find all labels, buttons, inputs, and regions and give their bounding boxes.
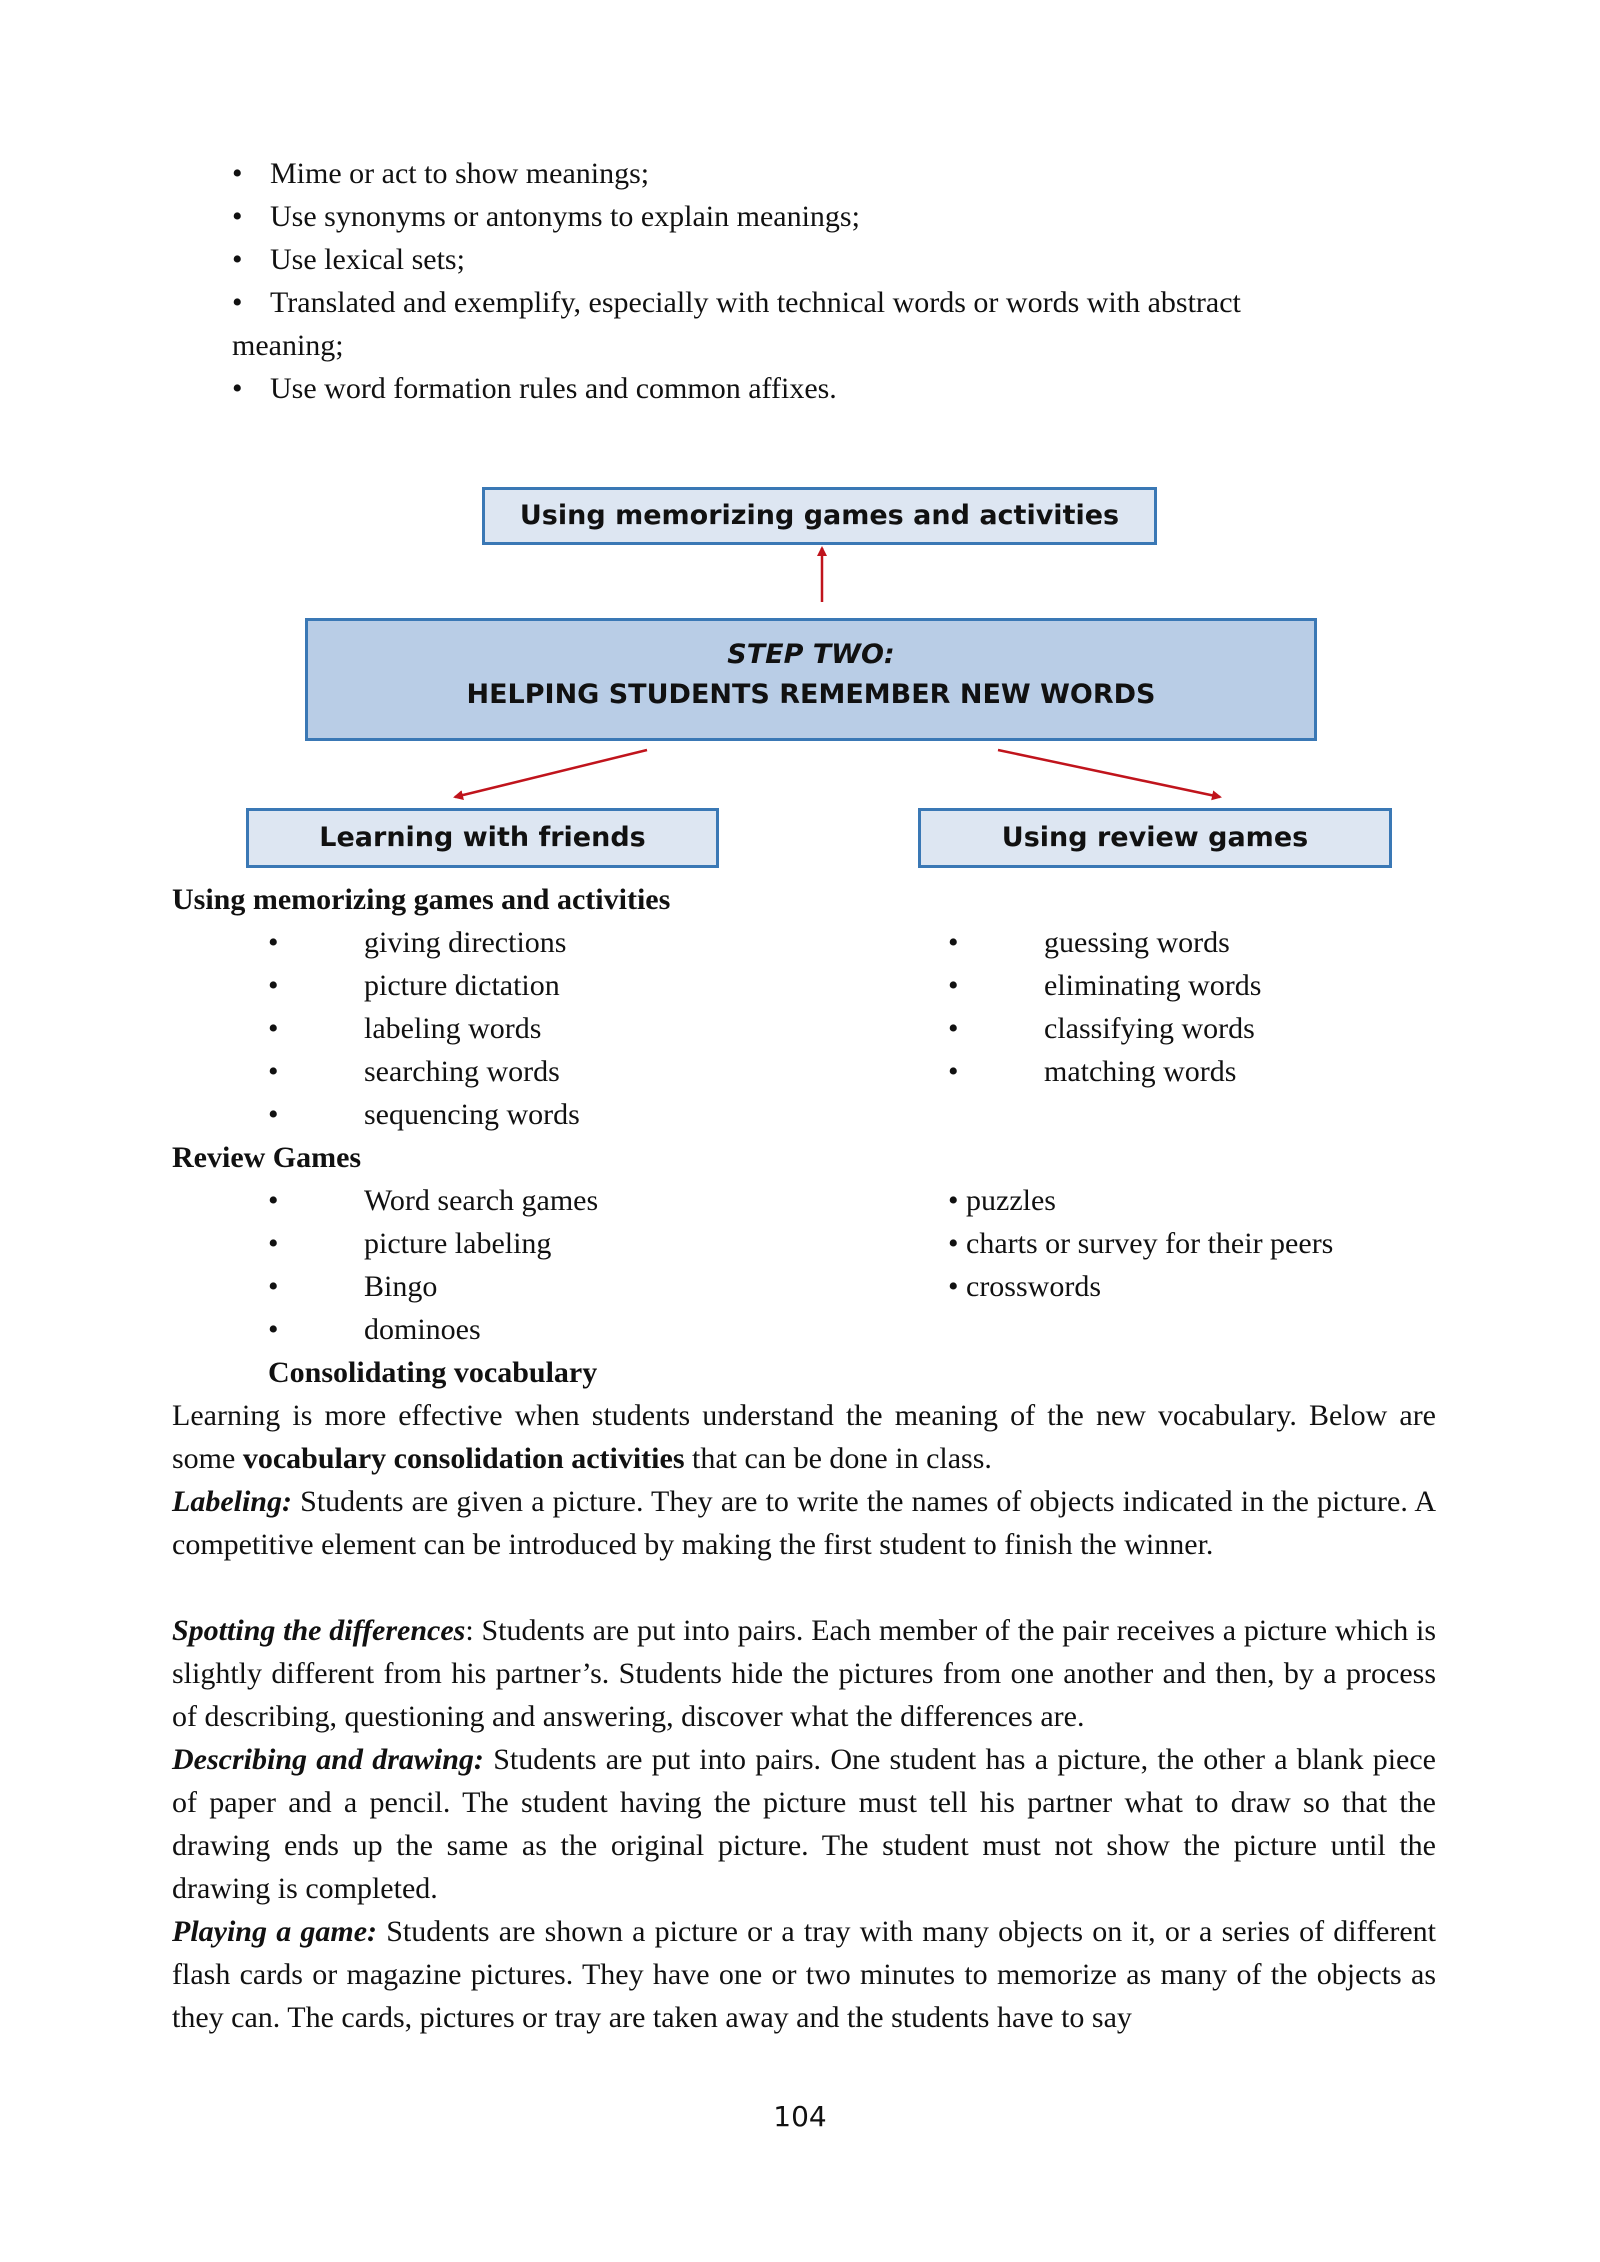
bullet-icon: • (268, 1184, 279, 1217)
playing-term: Playing a game: (172, 1915, 378, 1948)
review-heading: Review Games (172, 1141, 362, 1174)
bullet-icon: • (268, 926, 279, 959)
diagram-box-step-two (305, 618, 1317, 741)
step-title: STEP TWO: (727, 639, 895, 670)
list-item: • charts or survey for their peers (948, 1227, 1334, 1260)
describing-paragraph: Describing and drawing: Students are put into pairs. One student has a picture, the other a blank piece of paper and a pencil. The student having the picture must tell his partner what to draw so that the drawing ends up the same as the original picture. The student must not show the picture until the drawing is completed. (172, 1743, 1436, 1905)
describing-term: Describing and drawing: (172, 1743, 484, 1776)
list-item: • puzzles (948, 1184, 1056, 1217)
bullet-icon: • (232, 200, 243, 233)
bullet-icon: • (232, 157, 243, 190)
bullet-icon: • (268, 1055, 279, 1088)
bullet-icon: • (232, 286, 243, 319)
bullet-icon: • (948, 1012, 959, 1045)
arrow-right (998, 750, 1220, 797)
intro-bullet-list (232, 152, 1432, 410)
list-item: • Use lexical sets; (232, 238, 1432, 281)
list-item: • Translated and exemplify, especially with technical words or words with abstract (232, 281, 1432, 324)
consolidating-heading: Consolidating vocabulary (268, 1356, 598, 1389)
labeling-paragraph: Labeling: Students are given a picture. They are to write the names of objects indicated in the picture. A competitive element can be introduced by making the first student to finish the winner. (172, 1485, 1436, 1561)
step-subtitle: HELPING STUDENTS REMEMBER NEW WORDS (466, 679, 1156, 710)
bullet-icon: • (268, 969, 279, 1002)
list-item: • Use word formation rules and common affixes. (232, 367, 1432, 410)
list-item-continuation: meaning; (232, 329, 344, 362)
bullet-icon: • (268, 1098, 279, 1131)
consolidating-intro: Learning is more effective when students understand the meaning of the new vocabulary. Below are some vocabulary consolidation activities that can be done in class. (172, 1399, 1436, 1475)
bullet-icon: • (948, 926, 959, 959)
bullet-icon: • (948, 1055, 959, 1088)
memorizing-heading: Using memorizing games and activities (172, 883, 671, 916)
list-item: • Use synonyms or antonyms to explain meanings; (232, 195, 1432, 238)
page-number: 104 (773, 2100, 827, 2133)
diagram-box-memorizing: Using memorizing games and activities (482, 487, 1157, 545)
diagram-box-review-games: Using review games (918, 808, 1392, 868)
arrow-left (455, 750, 647, 797)
bullet-icon: • (232, 372, 243, 405)
bullet-icon: • (232, 243, 243, 276)
diagram-box-learning-with-friends: Learning with friends (246, 808, 719, 868)
spotting-paragraph: Spotting the differences: Students are put into pairs. Each member of the pair receives a picture which is slightly different from his partner’s. Students hide the pictures from one another and then, by a process of describing, questioning and answering, discover what the differences are. (172, 1614, 1437, 1733)
spotting-term: Spotting the differences (172, 1614, 466, 1647)
list-item: • Mime or act to show meanings; (232, 152, 1432, 195)
bullet-icon: • (268, 1270, 279, 1303)
labeling-term: Labeling: (172, 1485, 292, 1518)
list-item: • crosswords (948, 1270, 1101, 1303)
bullet-icon: • (268, 1227, 279, 1260)
playing-paragraph: Playing a game: Students are shown a picture or a tray with many objects on it, or a series of different flash cards or magazine pictures. They have one or two minutes to memorize as many of the objects as they can. The cards, pictures or tray are taken away and the students have to say (172, 1915, 1436, 2034)
bullet-icon: • (268, 1012, 279, 1045)
bullet-icon: • (268, 1313, 279, 1346)
bullet-icon: • (948, 969, 959, 1002)
diagram-arrows (0, 0, 1600, 900)
